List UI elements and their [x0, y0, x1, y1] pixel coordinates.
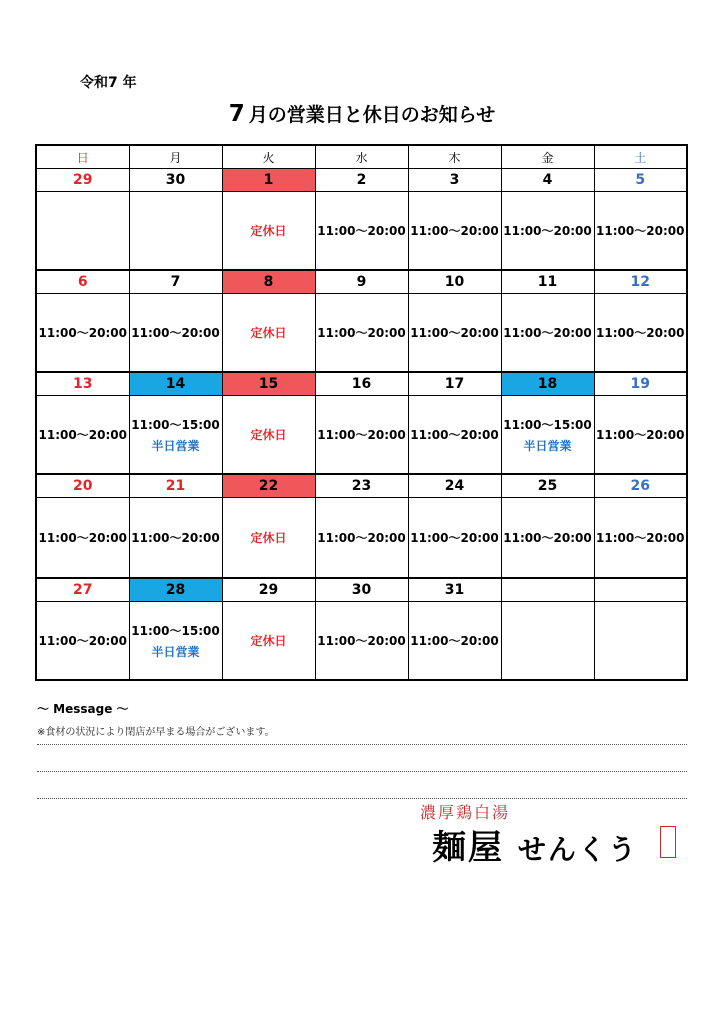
dotted-line	[37, 744, 687, 745]
weekday-tue: 火	[222, 145, 315, 169]
date-cell	[501, 578, 594, 602]
date-cell: 31	[408, 578, 501, 602]
date-cell: 9	[315, 270, 408, 294]
date-cell-half-day: 14	[129, 372, 222, 396]
week-5-dates	[36, 578, 687, 602]
weekday-header-row	[36, 145, 687, 169]
hours-cell	[129, 192, 222, 271]
date-cell: 25	[501, 474, 594, 498]
half-day-label: 半日営業	[151, 438, 200, 453]
hours-cell: 11:00～20:00	[129, 294, 222, 373]
logo-subtitle: 濃厚鶏白湯	[420, 803, 511, 822]
closed-day-label: 定休日	[222, 294, 315, 373]
shop-logo	[432, 820, 638, 869]
half-day-cell	[129, 602, 222, 681]
hours-cell: 11:00～20:00	[501, 192, 594, 271]
date-cell-closed: 22	[222, 474, 315, 498]
date-cell: 6	[36, 270, 129, 294]
date-cell: 17	[408, 372, 501, 396]
hours-cell: 11:00～20:00	[315, 294, 408, 373]
half-day-cell	[501, 396, 594, 475]
closed-day-label: 定休日	[222, 602, 315, 681]
dotted-line	[37, 798, 687, 799]
half-day-cell	[129, 396, 222, 475]
seal-stamp	[660, 826, 676, 858]
half-day-label: 半日営業	[151, 644, 200, 659]
weekday-thu: 木	[408, 145, 501, 169]
weekday-sat: 土	[594, 145, 687, 169]
half-day-hours: 11:00～15:00	[503, 417, 592, 432]
date-cell	[594, 578, 687, 602]
week-1-hours	[36, 192, 687, 271]
date-cell: 4	[501, 169, 594, 192]
date-cell: 7	[129, 270, 222, 294]
half-day-hours: 11:00～15:00	[131, 417, 220, 432]
message-title: ～ Message ～	[37, 702, 129, 716]
week-4-dates	[36, 474, 687, 498]
date-cell: 23	[315, 474, 408, 498]
logo-kanji: 麺屋	[432, 828, 504, 868]
week-2-dates	[36, 270, 687, 294]
hours-cell: 11:00～20:00	[36, 294, 129, 373]
weekday-sun: 日	[36, 145, 129, 169]
weekday-fri: 金	[501, 145, 594, 169]
date-cell: 30	[315, 578, 408, 602]
hours-cell: 11:00～20:00	[501, 498, 594, 579]
date-cell: 29	[36, 169, 129, 192]
date-cell: 20	[36, 474, 129, 498]
hours-cell	[594, 602, 687, 681]
hours-cell: 11:00～20:00	[594, 192, 687, 271]
date-cell-closed: 15	[222, 372, 315, 396]
date-cell: 13	[36, 372, 129, 396]
date-cell-half-day: 18	[501, 372, 594, 396]
date-cell-closed: 1	[222, 169, 315, 192]
date-cell-closed: 8	[222, 270, 315, 294]
date-cell: 29	[222, 578, 315, 602]
date-cell: 27	[36, 578, 129, 602]
era-year: 令和7 年	[80, 75, 137, 91]
hours-cell: 11:00～20:00	[315, 396, 408, 475]
week-5-hours	[36, 602, 687, 681]
hours-cell	[501, 602, 594, 681]
date-cell: 3	[408, 169, 501, 192]
weekday-mon: 月	[129, 145, 222, 169]
date-cell: 5	[594, 169, 687, 192]
week-3-dates	[36, 372, 687, 396]
hours-cell: 11:00～20:00	[36, 396, 129, 475]
date-cell: 11	[501, 270, 594, 294]
hours-cell: 11:00～20:00	[408, 396, 501, 475]
half-day-label: 半日営業	[523, 438, 572, 453]
page-title	[0, 100, 724, 127]
hours-cell: 11:00～20:00	[408, 192, 501, 271]
hours-cell: 11:00～20:00	[315, 498, 408, 579]
date-cell: 19	[594, 372, 687, 396]
date-cell: 30	[129, 169, 222, 192]
hours-cell: 11:00～20:00	[594, 498, 687, 579]
calendar-table	[35, 144, 688, 681]
title-text: 月の営業日と休日のお知らせ	[248, 104, 496, 126]
week-3-hours	[36, 396, 687, 475]
date-cell: 2	[315, 169, 408, 192]
date-cell-holiday: 21	[129, 474, 222, 498]
hours-cell: 11:00～20:00	[408, 294, 501, 373]
date-cell: 26	[594, 474, 687, 498]
hours-cell: 11:00～20:00	[315, 602, 408, 681]
hours-cell: 11:00～20:00	[501, 294, 594, 373]
week-1-dates	[36, 169, 687, 192]
hours-cell: 11:00～20:00	[408, 498, 501, 579]
dotted-line	[37, 771, 687, 772]
hours-cell: 11:00～20:00	[36, 498, 129, 579]
date-cell: 12	[594, 270, 687, 294]
date-cell: 24	[408, 474, 501, 498]
hours-cell: 11:00～20:00	[129, 498, 222, 579]
logo-kana: せんくう	[517, 833, 638, 866]
date-cell-half-day: 28	[129, 578, 222, 602]
hours-cell: 11:00～20:00	[408, 602, 501, 681]
date-cell: 10	[408, 270, 501, 294]
closed-day-label: 定休日	[222, 396, 315, 475]
week-4-hours	[36, 498, 687, 579]
weekday-wed: 水	[315, 145, 408, 169]
hours-cell: 11:00～20:00	[594, 294, 687, 373]
hours-cell: 11:00～20:00	[594, 396, 687, 475]
hours-cell: 11:00～20:00	[315, 192, 408, 271]
hours-cell	[36, 192, 129, 271]
week-2-hours	[36, 294, 687, 373]
date-cell: 16	[315, 372, 408, 396]
hours-cell: 11:00～20:00	[36, 602, 129, 681]
message-text: ※食材の状況により閉店が早まる場合がございます。	[37, 727, 275, 738]
half-day-hours: 11:00～15:00	[131, 623, 220, 638]
closed-day-label: 定休日	[222, 192, 315, 271]
title-month: 7	[228, 101, 245, 127]
closed-day-label: 定休日	[222, 498, 315, 579]
